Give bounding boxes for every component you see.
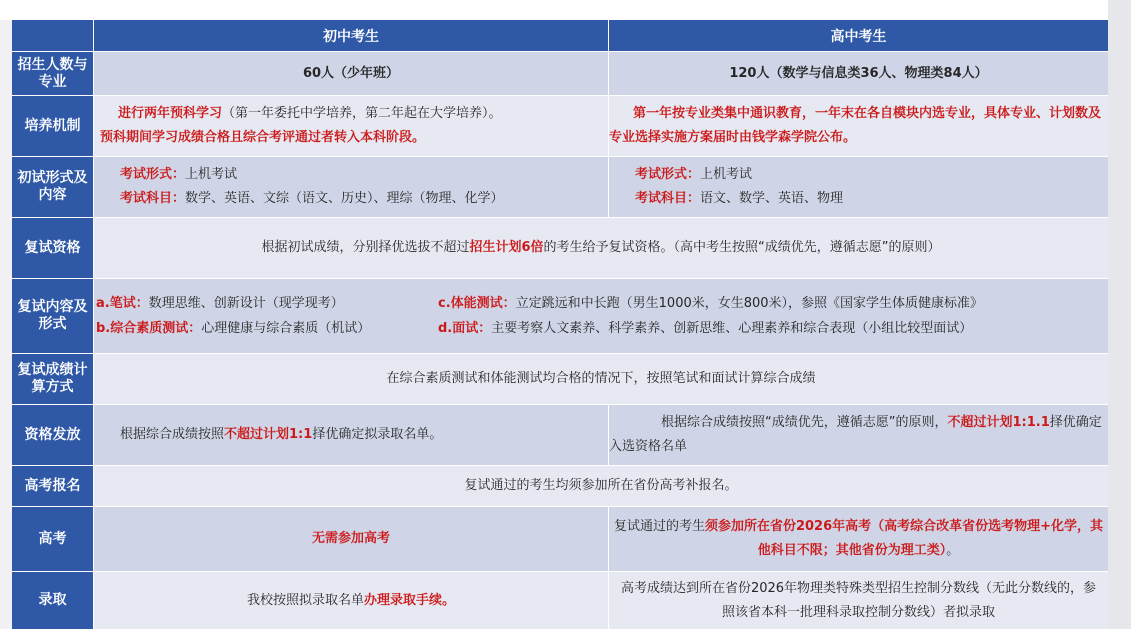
header-senior: 高中考生 (609, 20, 1108, 51)
junior-training-transfer: 预科期间学习成绩合格且综合考评通过者转入本科阶段。 (100, 130, 426, 145)
junior-exam-form: 上机考试 (185, 167, 238, 182)
junior-qualification (94, 405, 609, 465)
junior-training (94, 96, 609, 156)
table-row-requalification (12, 218, 1108, 279)
junior-exam-subjects: 数学、英语、文综（语文、历史）、理综（物理、化学） (185, 191, 504, 206)
senior-exam-subject-label: 考试科目： (635, 191, 701, 206)
table-row-score (12, 354, 1108, 405)
table-row-training (12, 96, 1108, 157)
junior-exam-form-label: 考试形式： (120, 167, 186, 182)
senior-exam-form: 上机考试 (700, 167, 753, 182)
junior-exam-subject-label: 考试科目： (120, 191, 186, 206)
junior-admit-highlight: 办理录取手续。 (364, 592, 456, 608)
table-row-admission (12, 572, 1108, 629)
header-corner (12, 20, 94, 51)
junior-exam (94, 157, 609, 217)
retest-b-label: b.综合素质测试： (96, 321, 202, 336)
table-row-gaokao-registration (12, 466, 1108, 507)
right-margin (1108, 0, 1131, 629)
table-header-row (12, 20, 1108, 52)
row-label-requalification: 复试资格 (12, 218, 94, 278)
retest-items-right (438, 291, 983, 341)
requal-post: 的考生给予复试资格。（高中考生按照“成绩优先，遵循志愿”的原则） (543, 240, 941, 255)
junior-quota: 60人（少年班） (94, 52, 609, 95)
table-row-quota (12, 52, 1108, 96)
senior-qualify-post: 择优确定入选资格名单 (609, 415, 1102, 454)
senior-admission (609, 572, 1108, 629)
requal-highlight: 招生计划6倍 (469, 240, 544, 255)
junior-gaokao: 无需参加高考 (94, 507, 609, 571)
row-label-qualification: 资格发放 (12, 405, 94, 465)
retest-b-text: 心理健康与综合素质（机试） (201, 321, 371, 336)
senior-training-text: 第一年按专业类集中通识教育，一年末在各自模块内选专业，具体专业、计划数及专业选择实施方案届时由钱学森学院公布。 (609, 106, 1102, 145)
junior-admission (94, 572, 609, 629)
senior-gaokao (609, 507, 1108, 571)
senior-exam (609, 157, 1108, 217)
junior-qualify-post: 择优确定拟录取名单。 (312, 427, 443, 442)
retest-a-label: a.笔试： (96, 296, 149, 311)
senior-gaokao-pre: 复试通过的考生 (613, 519, 705, 534)
junior-qualify-highlight: 不超过计划1:1 (224, 427, 313, 442)
table-row-gaokao (12, 507, 1108, 572)
senior-training (609, 96, 1108, 156)
junior-admit-pre: 我校按照拟录取名单 (246, 592, 364, 608)
row-label-quota: 招生人数与专业 (12, 52, 94, 95)
row-label-retest-content: 复试内容及形式 (12, 279, 94, 353)
gaokao-registration-text: 复试通过的考生均须参加所在省份高考补报名。 (94, 466, 1108, 506)
senior-qualify-pre: 根据综合成绩按照“成绩优先，遵循志愿”的原则， (661, 415, 948, 430)
requal-pre: 根据初试成绩，分别择优选拔不超过 (261, 240, 470, 255)
junior-training-highlight: 进行两年预科学习 (118, 106, 223, 121)
senior-gaokao-post: 。 (946, 543, 960, 558)
row-label-gaokao-registration: 高考报名 (12, 466, 94, 506)
retest-c-text: 立定跳远和中长跑（男生1000米，女生800米），参照《国家学生体质健康标准》 (515, 296, 984, 311)
junior-qualify-pre: 根据综合成绩按照 (120, 427, 225, 442)
row-label-score: 复试成绩计算方式 (12, 354, 94, 404)
header-junior: 初中考生 (94, 20, 609, 51)
junior-training-note: （第一年委托中学培养，第二年起在大学培养）。 (222, 106, 502, 121)
top-banner (0, 0, 1131, 20)
score-text: 在综合素质测试和体能测试均合格的情况下，按照笔试和面试计算综合成绩 (94, 354, 1108, 404)
row-label-exam: 初试形式及内容 (12, 157, 94, 217)
retest-d-label: d.面试： (438, 321, 492, 336)
senior-gaokao-highlight: 须参加所在省份2026年高考（高考综合改革省份选考物理+化学，其他科目不限；其他省份为理工类） (704, 519, 1104, 558)
senior-qualify-highlight: 不超过计划1:1.1 (947, 415, 1050, 430)
retest-d-text: 主要考察人文素养、科学素养、创新思维、心理素养和综合表现（小组比较型面试） (491, 321, 973, 336)
retest-c-label: c.体能测试： (438, 296, 516, 311)
requalification-text (94, 218, 1108, 278)
retest-a-text: 数理思维、创新设计（现学现考） (148, 296, 344, 311)
row-label-gaokao: 高考 (12, 507, 94, 571)
senior-exam-form-label: 考试形式： (635, 167, 701, 182)
retest-items-left (96, 291, 370, 341)
senior-exam-subjects: 语文、数学、英语、物理 (700, 191, 844, 206)
table-row-qualification (12, 405, 1108, 466)
row-label-admission: 录取 (12, 572, 94, 629)
retest-content (94, 279, 1108, 353)
table-row-retest-content (12, 279, 1108, 354)
senior-qualification (609, 405, 1108, 465)
senior-admit-text: 高考成绩达到所在省份2026年物理类特殊类型招生控制分数线（无此分数线的，参照该省本科一批理科录取控制分数线）者拟录取 (620, 580, 1097, 620)
row-label-training: 培养机制 (12, 96, 94, 156)
senior-quota: 120人（数学与信息类36人、物理类84人） (609, 52, 1108, 95)
table-row-exam (12, 157, 1108, 218)
